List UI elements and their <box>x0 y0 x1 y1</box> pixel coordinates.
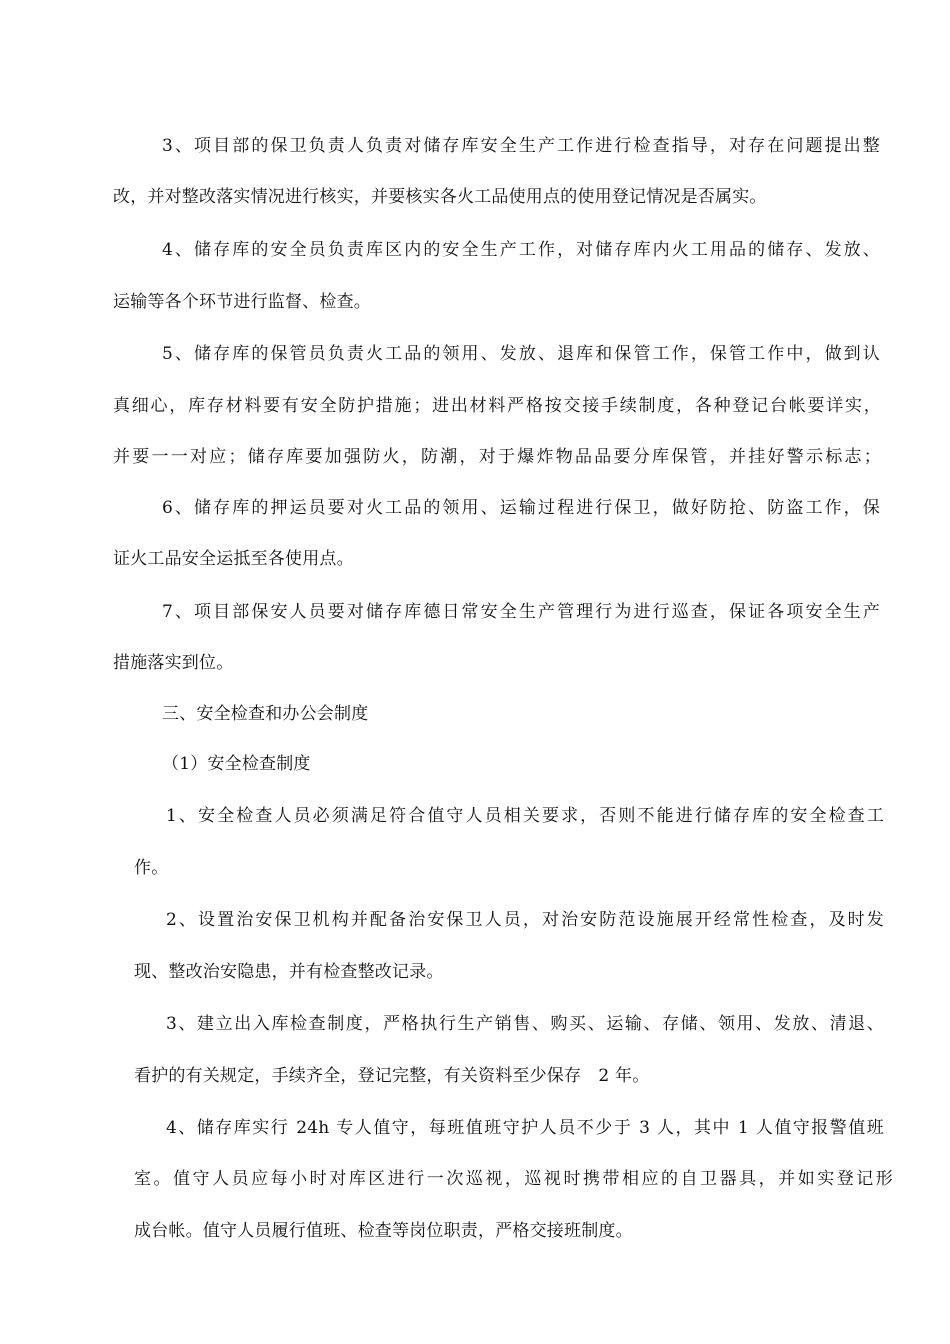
paragraph-5-line-2: 真细心，库存材料要有安全防护措施；进出材料严格按交接手续制度，各种登记台帐要详实， <box>113 396 881 416</box>
item-1-line-2: 作。 <box>134 858 169 878</box>
paragraph-5-line-1: 5、储存库的保管员负责火工品的领用、发放、退库和保管工作，保管工作中，做到认 <box>162 344 880 364</box>
paragraph-3-line-2: 改，并对整改落实情况进行核实，并要核实各火工品使用点的使用登记情况是否属实。 <box>113 187 767 207</box>
paragraph-7-line-1: 7、项目部保安人员要对储存库德日常安全生产管理行为进行巡查，保证各项安全生产 <box>162 602 880 622</box>
item-3-line-1: 3、建立出入库检查制度，严格执行生产销售、购买、运输、存储、领用、发放、清退、 <box>166 1014 884 1034</box>
item-4-line-2: 室。值守人员应每小时对库区进行一次巡视，巡视时携带相应的自卫器具，并如实登记形 <box>134 1169 893 1189</box>
paragraph-6-line-1: 6、储存库的押运员要对火工品的领用、运输过程进行保卫，做好防抢、防盗工作，保 <box>162 498 880 518</box>
item-3-line-2: 看护的有关规定，手续齐全，登记完整，有关资料至少保存 2 年。 <box>134 1066 650 1086</box>
paragraph-6-line-2: 证火工品安全运抵至各使用点。 <box>113 549 354 569</box>
item-4-line-1: 4、储存库实行 24h 专人值守，每班值班守护人员不少于 3 人，其中 1 人值守报警值班 <box>166 1118 884 1138</box>
paragraph-7-line-2: 措施落实到位。 <box>113 653 234 673</box>
subsection-heading: （1）安全检查制度 <box>162 754 311 774</box>
paragraph-4-line-1: 4、储存库的安全员负责库区内的安全生产工作，对储存库内火工用品的储存、发放、 <box>162 240 880 260</box>
item-1-line-1: 1、安全检查人员必须满足符合值守人员相关要求，否则不能进行储存库的安全检查工 <box>166 806 884 826</box>
item-2-line-1: 2、设置治安保卫机构并配备治安保卫人员，对治安防范设施展开经常性检查，及时发 <box>166 910 884 930</box>
item-4-line-3: 成台帐。值守人员履行值班、检查等岗位职责，严格交接班制度。 <box>134 1221 633 1241</box>
paragraph-5-line-3: 并要一一对应；储存库要加强防火，防潮，对于爆炸物品品要分库保管，并挂好警示标志； <box>113 447 881 467</box>
section-heading: 三、安全检查和办公会制度 <box>162 704 369 724</box>
paragraph-3-line-1: 3、项目部的保卫负责人负责对储存库安全生产工作进行检查指导，对存在问题提出整 <box>162 136 880 156</box>
paragraph-4-line-2: 运输等各个环节进行监督、检查。 <box>113 292 371 312</box>
item-2-line-2: 现、整改治安隐患，并有检查整改记录。 <box>134 962 444 982</box>
